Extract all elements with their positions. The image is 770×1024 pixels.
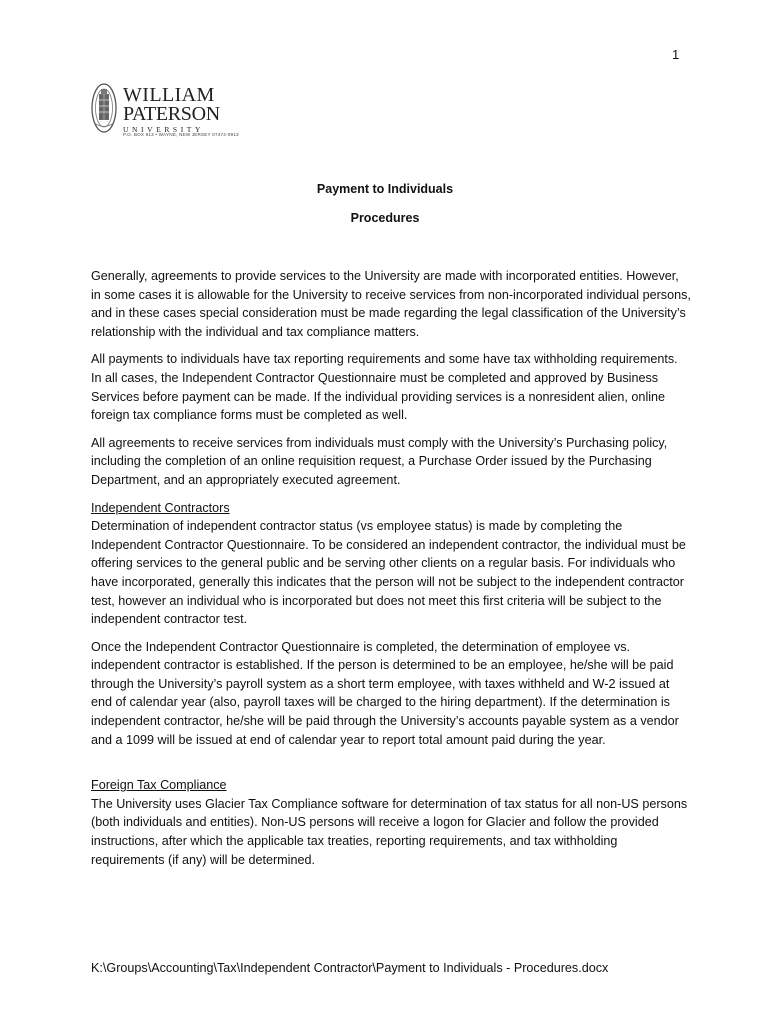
university-logo [90,82,290,144]
document-body [91,267,691,878]
document-subtitle: Procedures [350,211,420,225]
independent-contractors-section [91,499,691,629]
seal-icon [90,82,118,134]
tax-requirements-paragraph: All payments to individuals have tax reporting requirements and some have tax withholding requirements. In all cases, the Independent Contractor Questionnaire must be completed and approved by Business Services before payment can be made. If the individual providing services is a nonresident alien, online foreign tax compliance forms must be completed as well. [91,352,678,423]
determination-paragraph: Once the Independent Contractor Questionnaire is completed, the determination of employee vs. independent contractor is established. If the person is determined to be an employee, he/she will be paid through the University’s payroll system as a short term employee, with taxes withheld and W-2 issued at end of calendar year (also, payroll taxes will be charged to the hiring department). If the determination is independent contractor, he/she will be paid through the University’s accounts payable system as a vendor and a 1099 will be issued at end of calendar year to report total amount paid during the year. [91,639,679,747]
foreign-tax-section [91,776,691,869]
document-title: Payment to Individuals [316,182,454,196]
logo-line-william: WILLIAM [123,84,215,106]
foreign-tax-heading: Foreign Tax Compliance [91,778,227,793]
logo-line-paterson: PATERSON [123,103,220,125]
foreign-tax-text: The University uses Glacier Tax Compliance software for determination of tax status for all non-US persons (both individuals and entities). Non-US persons will receive a logon for Glacier and follow the provided instructions, after which the applicable tax treaties, reporting requirements, and tax withholding requirements (if any) will be determined. [91,796,688,867]
footer-file-path: K:\Groups\Accounting\Tax\Independent Contractor\Payment to Individuals - Procedures.docx [91,961,609,975]
independent-contractors-text: Determination of independent contractor status (vs employee status) is made by completing the Independent Contractor Questionnaire. To be considered an independent contractor, the individual must be offering services to the general public and be serving other clients on a regular basis. For individuals who have incorporated, generally this indicates that the person will not be subject to the independent contractor test, however an individual who is incorporated but does not meet this first criteria will be subject to the independent contractor test. [91,519,686,627]
logo-line-university: UNIVERSITY [123,125,204,134]
intro-paragraph: Generally, agreements to provide services to the University are made with incorporated entities. However, in some cases it is allowable for the University to receive services from non-incorporated individual persons, and in these cases special consideration must be made regarding the legal classification of the University’s relationship with the individual and tax compliance matters. [91,269,691,339]
page-number: 1 [672,47,680,62]
logo-address: P.O. BOX 913 • WAYNE, NEW JERSEY 07474-0913 [123,132,239,137]
independent-contractors-heading: Independent Contractors [91,500,230,515]
purchasing-policy-paragraph: All agreements to receive services from individuals must comply with the University’s Purchasing policy, including the completion of an online requisition request, a Purchase Order issued by the Purchasing Department, and an appropriately executed agreement. [91,435,668,487]
